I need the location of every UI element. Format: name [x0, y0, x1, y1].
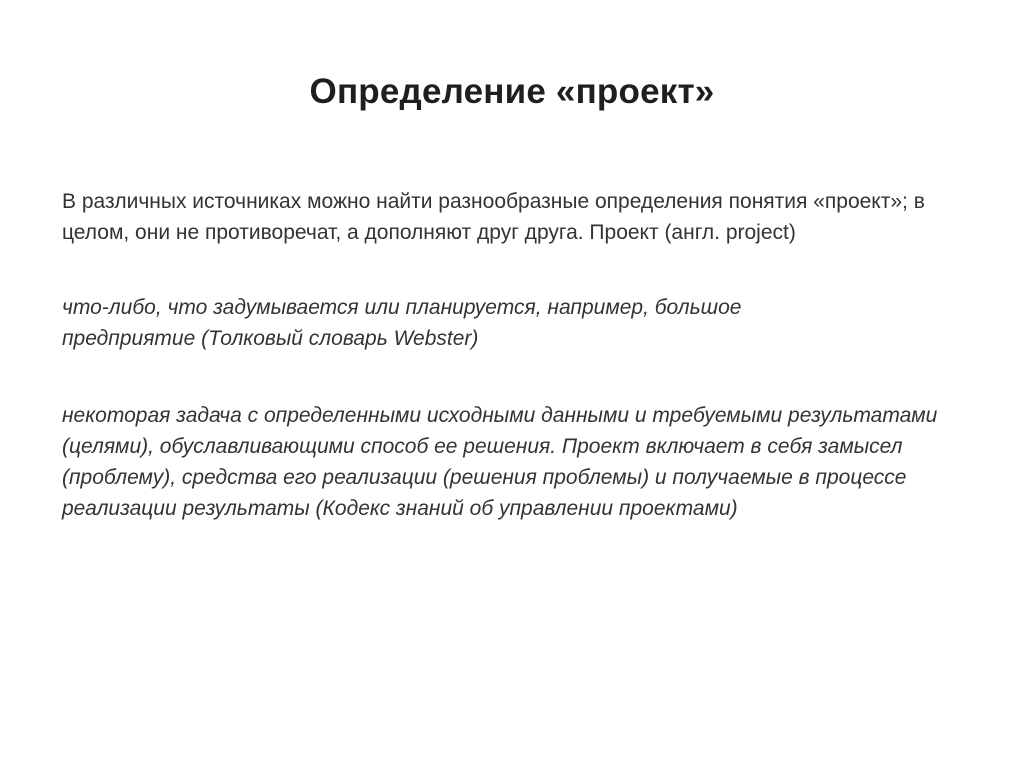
slide-title: Определение «проект» — [309, 72, 715, 111]
slide-body — [62, 186, 982, 524]
intro-paragraph: В различных источниках можно найти разнообразные определения понятия «проект»; в целом, они не противоречат, а дополняют друг друга. Проект (англ. project) — [62, 190, 925, 244]
definition-pm-body-of-knowledge: некоторая задача с определенными исходными данными и требуемыми результатами (целями), обуславливающими способ ее решения. Проект включает в себя замысел (проблему), средства его реализации (решения проблемы) и получаемые в процессе реализации результаты (Кодекс знаний об управлении проектами) — [62, 404, 938, 520]
definition-webster: что-либо, что задумывается или планируется, например, большое предприятие (Толковый словарь Webster) — [62, 296, 742, 350]
